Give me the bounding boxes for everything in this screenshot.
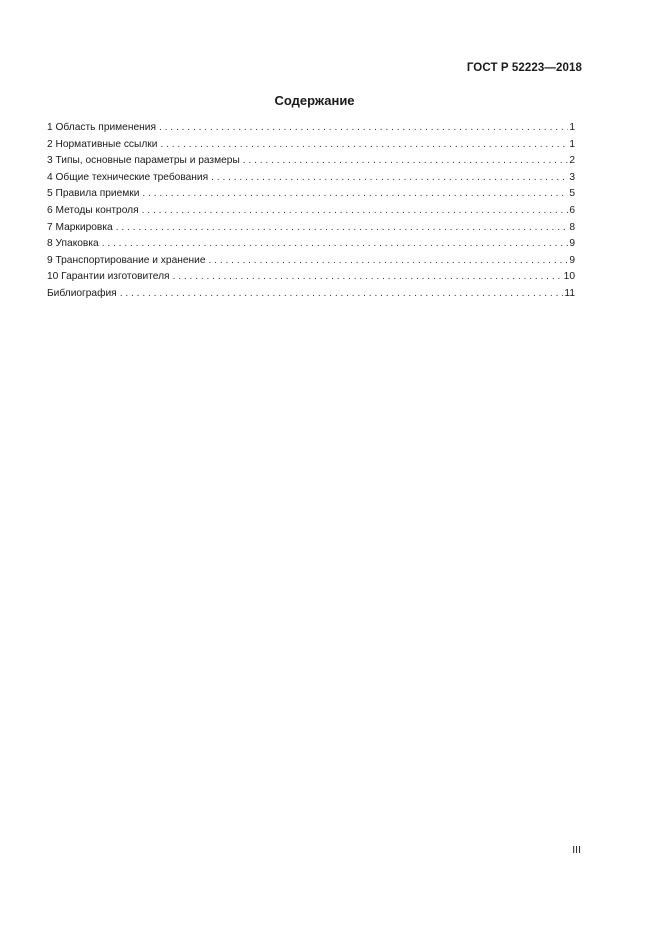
toc-item-page: 6: [569, 204, 575, 216]
toc-item-label: Библиография: [47, 287, 117, 299]
toc-item-label: 1 Область применения: [47, 122, 156, 133]
toc-item-label: 6 Методы контроля: [47, 204, 139, 216]
toc-item-page: 5: [569, 188, 575, 200]
toc-item[interactable]: [47, 120, 575, 137]
toc-item[interactable]: [47, 203, 575, 220]
document-code: ГОСТ Р 52223—2018: [466, 62, 582, 74]
toc-item-label: 5 Правила приемки: [47, 188, 140, 200]
toc-item[interactable]: [47, 253, 575, 270]
toc-item[interactable]: [47, 220, 575, 237]
toc-item-label: 10 Гарантии изготовителя: [47, 271, 170, 283]
toc-item[interactable]: [47, 153, 575, 170]
toc-item-page: 9: [569, 254, 575, 266]
toc-dot-leader: [142, 186, 568, 203]
toc-item[interactable]: [47, 170, 575, 187]
toc-item-page: 1: [569, 138, 575, 150]
toc-item-label: 2 Нормативные ссылки: [47, 138, 158, 150]
toc-dot-leader: [243, 153, 569, 170]
toc-dot-leader: [116, 220, 569, 237]
toc-item-page: 1: [569, 122, 575, 133]
toc-dot-leader: [120, 286, 564, 303]
toc-item-label: 4 Общие технические требования: [47, 171, 209, 183]
page-number: III: [572, 844, 581, 856]
toc-title: Содержание: [274, 93, 355, 108]
toc-item-page: 3: [569, 171, 575, 183]
toc-dot-leader: [160, 137, 568, 154]
toc-item[interactable]: [47, 236, 575, 253]
toc-dot-leader: [142, 203, 569, 220]
toc-item[interactable]: [47, 286, 575, 303]
toc-item[interactable]: [47, 137, 575, 154]
toc-item-page: 10: [563, 271, 575, 283]
toc-item-page: 8: [569, 221, 575, 233]
toc-item[interactable]: [47, 269, 575, 286]
toc-item-label: 3 Типы, основные параметры и размеры: [47, 155, 240, 167]
toc-dot-leader: [211, 170, 568, 187]
toc-item-page: 9: [569, 238, 575, 250]
toc-item-label: 9 Транспортирование и хранение: [47, 254, 206, 266]
toc-item-page: 2: [569, 155, 575, 167]
table-of-contents: [47, 120, 575, 303]
toc-item-label: 8 Упаковка: [47, 238, 99, 250]
toc-dot-leader: [173, 269, 563, 286]
toc-item-page: 11: [564, 287, 575, 299]
toc-item-label: 7 Маркировка: [47, 221, 113, 233]
toc-item[interactable]: [47, 186, 575, 203]
toc-dot-leader: [159, 120, 568, 137]
toc-dot-leader: [209, 253, 569, 270]
toc-dot-leader: [102, 236, 569, 253]
